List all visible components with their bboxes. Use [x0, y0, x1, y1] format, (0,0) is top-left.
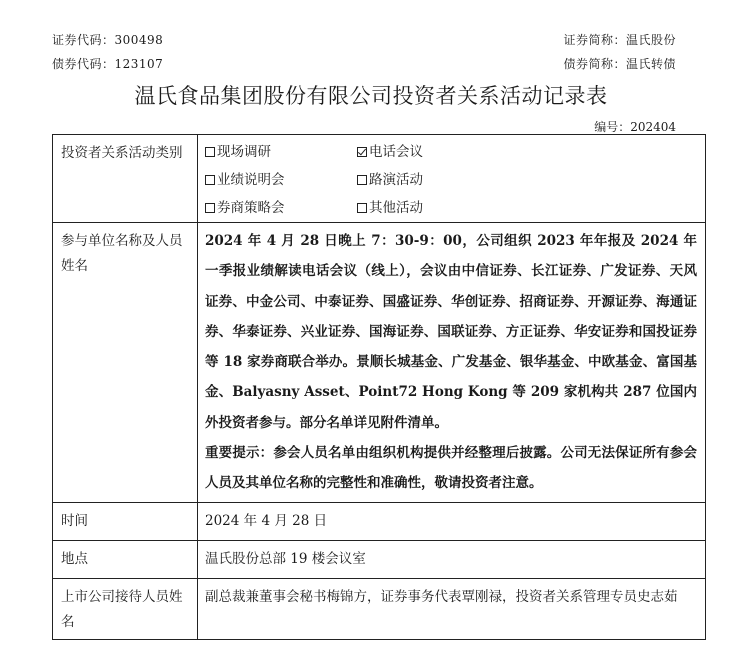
option-earnings-presentation[interactable]: 业绩说明会: [205, 166, 357, 194]
document-title: 温氏食品集团股份有限公司投资者关系活动记录表: [134, 84, 608, 108]
row-reception: [53, 578, 706, 639]
important-notice: 重要提示：参会人员名单由组织机构提供并经整理后披露。公司无法保证所有参会人员及其单位名称的完整性和准确性，敬请投资者注意。: [205, 445, 697, 492]
reception-label: 上市公司接待人员姓名: [53, 578, 198, 639]
stock-abbreviation: 证券简称：温氏股份: [563, 33, 676, 47]
bond-abbreviation: 债券简称：温氏转债: [563, 57, 676, 71]
activity-record-table: [52, 134, 706, 640]
activity-type-label: 投资者关系活动类别: [53, 135, 198, 223]
checkbox-icon[interactable]: [205, 147, 215, 157]
time-value: 2024 年 4 月 28 日: [198, 502, 706, 540]
bond-code: 债券代码：123107: [52, 57, 164, 71]
option-other-activity[interactable]: 其他活动: [357, 194, 507, 222]
participants-label: 参与单位名称及人员姓名: [53, 223, 198, 503]
checkbox-icon[interactable]: [357, 203, 367, 213]
activity-type-options: [198, 135, 706, 223]
option-conference-call[interactable]: 电话会议: [357, 138, 507, 166]
option-roadshow[interactable]: 路演活动: [357, 166, 507, 194]
checkbox-icon[interactable]: [357, 175, 367, 185]
row-activity-type: [53, 135, 706, 223]
participants-paragraph: 2024 年 4 月 28 日晚上 7：30-9：00，公司组织 2023 年年报及 2024 年一季报业绩解读电话会议（线上），会议由中信证券、长江证券、广发证券、天风证券、中金公司、中泰证券、国盛证券、华创证券、招商证券、开源证券、海通证券、华泰证券、兴业证券、国海证券、国联证券、方正证券、华安证券和国投证券等 18 家券商联合举办。景顺长城基金、广发基金、银华基金、中欧基金、富国基金、Balyasny Asset、Point72 Hong Kong 等 209 家机构共 287 位国内外投资者参与。部分名单详见附件清单。: [205, 233, 697, 431]
participants-value: [198, 223, 706, 503]
option-site-visit[interactable]: 现场调研: [205, 138, 357, 166]
location-label: 地点: [53, 540, 198, 578]
reception-value: 副总裁兼董事会秘书梅锦方，证券事务代表覃刚禄，投资者关系管理专员史志茹: [198, 578, 706, 639]
time-label: 时间: [53, 502, 198, 540]
location-value: 温氏股份总部 19 楼会议室: [198, 540, 706, 578]
row-location: [53, 540, 706, 578]
checkbox-icon[interactable]: [205, 203, 215, 213]
document-number: 编号：202404: [594, 120, 676, 134]
checkbox-icon[interactable]: [205, 175, 215, 185]
option-broker-strategy-meeting[interactable]: 券商策略会: [205, 194, 357, 222]
stock-code: 证券代码：300498: [52, 33, 164, 47]
row-time: [53, 502, 706, 540]
checkbox-checked-icon[interactable]: [357, 147, 367, 157]
row-participants: [53, 223, 706, 503]
